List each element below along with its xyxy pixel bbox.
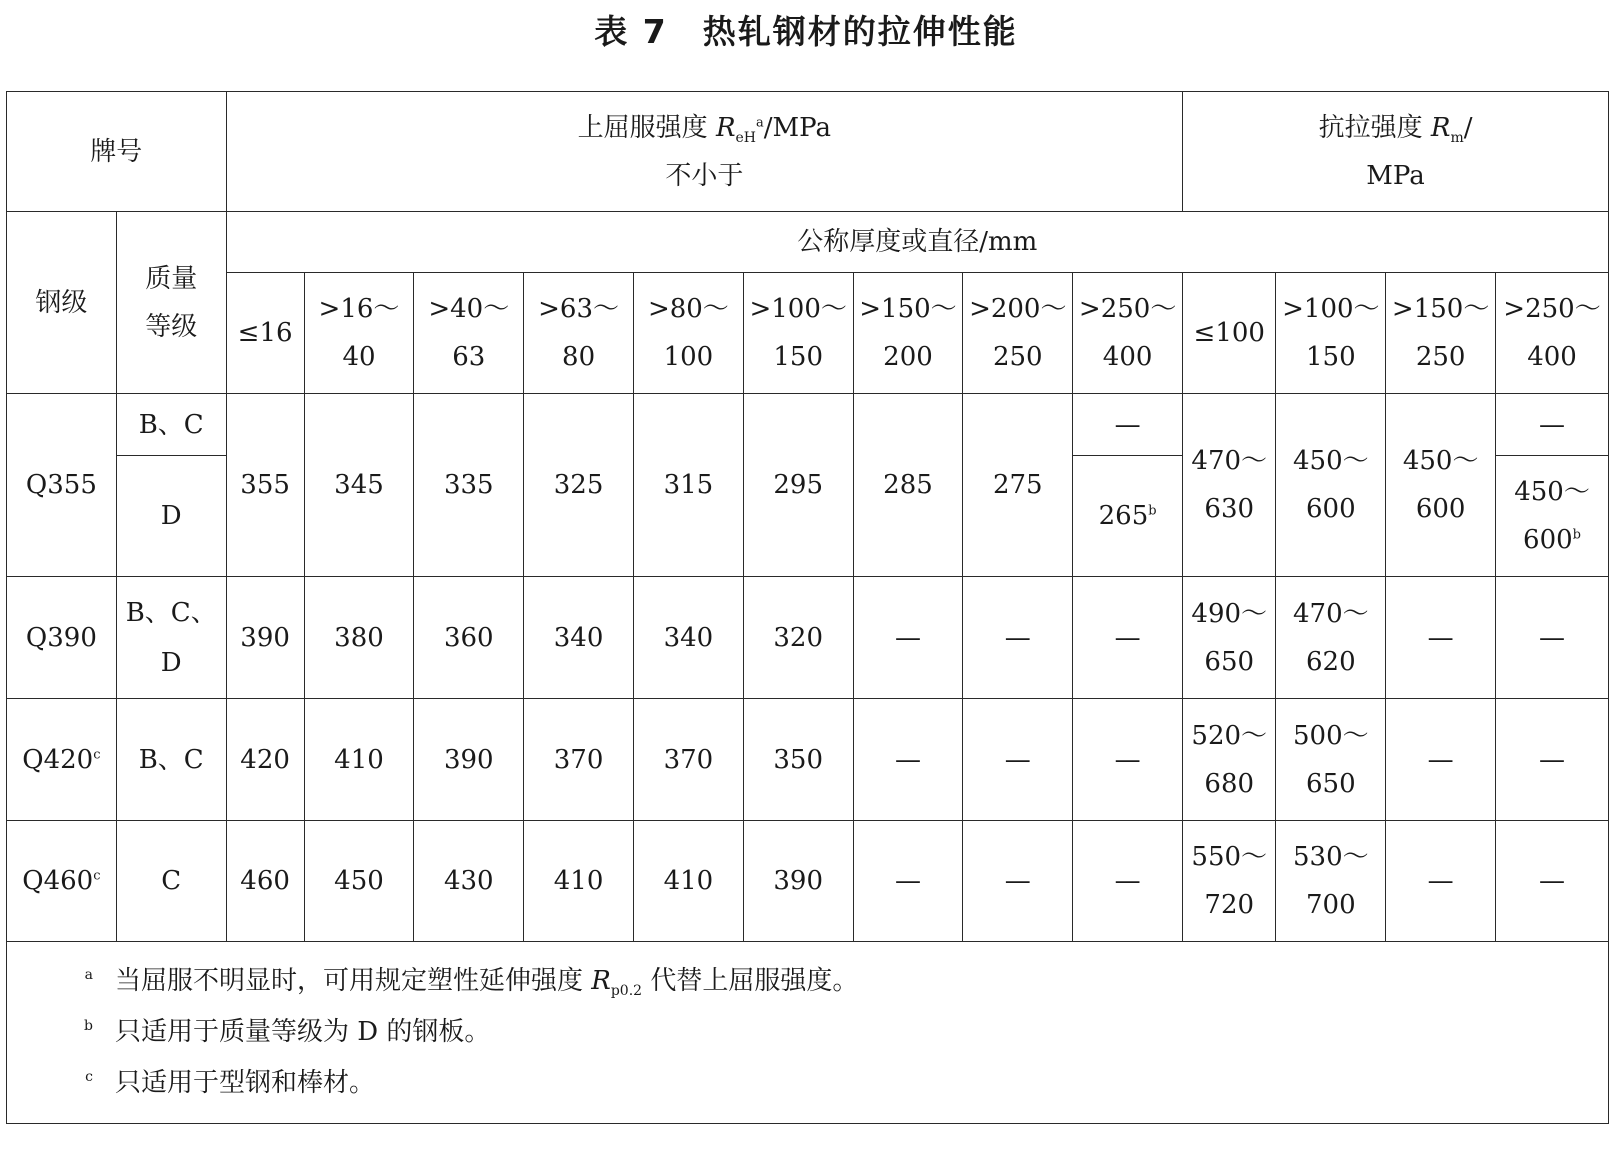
value-cell: 430: [414, 821, 524, 942]
tensile-strength-header: [1183, 92, 1609, 212]
yield-symbol: R: [715, 112, 736, 143]
footnote-ref-b: b: [1148, 503, 1157, 519]
value-cell: 295: [743, 394, 853, 577]
value-cell: —: [853, 577, 963, 699]
yield-range: >100～ 150: [743, 273, 853, 394]
quality-grade-header: [116, 212, 226, 394]
value-cell: 265$^b$: [1073, 456, 1183, 577]
yield-range: >150～ 200: [853, 273, 963, 394]
quality-line-2: 等级: [145, 311, 198, 342]
value-cell: 275: [963, 394, 1073, 577]
value-cell: 410: [524, 821, 634, 942]
value-cell: 355: [226, 394, 304, 577]
value-cell: 450: [304, 821, 414, 942]
value-cell: 315: [633, 394, 743, 577]
footnote-c: c 只适用于型钢和棒材。: [85, 1068, 376, 1098]
footnote-ref-b: b: [1572, 527, 1581, 543]
value-cell: 345: [304, 394, 414, 577]
value-cell: 285: [853, 394, 963, 577]
tensile-cell: —: [1386, 699, 1496, 821]
value-cell: —: [853, 699, 963, 821]
steel-class-header: 钢级: [7, 212, 117, 394]
quality-cell: B、C: [116, 394, 226, 456]
steel-class-cell: Q355: [7, 394, 117, 577]
value-cell: 340: [633, 577, 743, 699]
steel-class-cell: Q390: [7, 577, 117, 699]
tensile-range: >100～ 150: [1276, 273, 1386, 394]
footnote-ref-c: c: [93, 746, 101, 762]
tensile-cell: —: [1496, 577, 1609, 699]
yield-range: >63～ 80: [524, 273, 634, 394]
tensile-sub: m: [1450, 129, 1464, 146]
thickness-header: 公称厚度或直径/mm: [226, 212, 1608, 273]
header-row-2: [7, 212, 1609, 273]
yield-title: 上屈服强度: [577, 112, 708, 143]
tensile-cell: 520～ 680: [1183, 699, 1276, 821]
tensile-cell: —: [1386, 577, 1496, 699]
tensile-cell: —: [1496, 699, 1609, 821]
table-row: [7, 577, 1609, 699]
tensile-cell: —: [1496, 821, 1609, 942]
value-cell: 320: [743, 577, 853, 699]
value-cell: —: [963, 699, 1073, 821]
quality-cell: D: [116, 456, 226, 577]
footnote-ref-c: c: [93, 868, 101, 884]
tensile-cell: 470～ 630: [1183, 394, 1276, 577]
yield-unit: /MPa: [763, 112, 831, 143]
tensile-unit: MPa: [1366, 160, 1425, 191]
value-cell: 410: [633, 821, 743, 942]
value-cell: 370: [524, 699, 634, 821]
value-cell: 390: [226, 577, 304, 699]
tensile-cell: —: [1496, 394, 1609, 456]
tensile-cell: 500～ 650: [1276, 699, 1386, 821]
yield-range: >16～ 40: [304, 273, 414, 394]
yield-note: 不小于: [665, 160, 744, 191]
value-cell: —: [963, 821, 1073, 942]
range-header-row: [7, 273, 1609, 394]
tensile-properties-table: [6, 91, 1609, 1124]
footnote-a: a 当屈服不明显时，可用规定塑性延伸强度 $R_{p0.2}$ 代替上屈服强度。: [84, 966, 859, 1000]
footnote-b: b 只适用于质量等级为 D 的钢板。: [84, 1017, 491, 1047]
table-row: [7, 699, 1609, 821]
yield-strength-header: [226, 92, 1182, 212]
value-cell: —: [1073, 821, 1183, 942]
tensile-range: ≤100: [1183, 273, 1276, 394]
tensile-slash: /: [1463, 112, 1473, 143]
value-cell: 350: [743, 699, 853, 821]
tensile-title: 抗拉强度: [1318, 112, 1423, 143]
footnotes: [7, 942, 1609, 1124]
tensile-cell: 450～ 600: [1386, 394, 1496, 577]
quality-line-1: 质量: [145, 263, 198, 294]
tensile-range: >150～ 250: [1386, 273, 1496, 394]
tensile-range: >250～ 400: [1496, 273, 1609, 394]
value-cell: 360: [414, 577, 524, 699]
value-cell: 380: [304, 577, 414, 699]
tensile-cell: 450～ 600: [1276, 394, 1386, 577]
table-title: 表 7 热轧钢材的拉伸性能: [594, 12, 1018, 51]
tensile-cell: 550～ 720: [1183, 821, 1276, 942]
value-cell: 460: [226, 821, 304, 942]
footnote-row: [7, 942, 1609, 1124]
value-cell: —: [1073, 394, 1183, 456]
steel-class-cell: Q420$^c$: [7, 699, 117, 821]
quality-cell: C: [116, 821, 226, 942]
value-cell: 420: [226, 699, 304, 821]
quality-cell: B、C、D: [116, 577, 226, 699]
value-cell: —: [853, 821, 963, 942]
value-cell: 370: [633, 699, 743, 821]
yield-range: >250～ 400: [1073, 273, 1183, 394]
tensile-cell: 470～ 620: [1276, 577, 1386, 699]
steel-class-cell: Q460$^c$: [7, 821, 117, 942]
tensile-cell: 530～ 700: [1276, 821, 1386, 942]
tensile-cell: 450～ 600$^b$: [1496, 456, 1609, 577]
yield-range: >40～ 63: [414, 273, 524, 394]
yield-sub: eH: [735, 129, 757, 146]
footnote-ref-a: a: [756, 114, 764, 130]
tensile-symbol: R: [1430, 112, 1451, 143]
value-cell: 340: [524, 577, 634, 699]
quality-cell: B、C: [116, 699, 226, 821]
table-row: [7, 821, 1609, 942]
value-cell: —: [1073, 699, 1183, 821]
yield-range: ≤16: [226, 273, 304, 394]
value-cell: 335: [414, 394, 524, 577]
table-row: [7, 394, 1609, 456]
tensile-cell: —: [1386, 821, 1496, 942]
header-row-1: [7, 92, 1609, 212]
value-cell: —: [963, 577, 1073, 699]
tensile-cell: 490～ 650: [1183, 577, 1276, 699]
grade-header: 牌号: [7, 92, 227, 212]
value-cell: —: [1073, 577, 1183, 699]
yield-range: >80～ 100: [633, 273, 743, 394]
value-cell: 390: [743, 821, 853, 942]
yield-range: >200～ 250: [963, 273, 1073, 394]
value-cell: 410: [304, 699, 414, 821]
value-cell: 325: [524, 394, 634, 577]
value-cell: 390: [414, 699, 524, 821]
